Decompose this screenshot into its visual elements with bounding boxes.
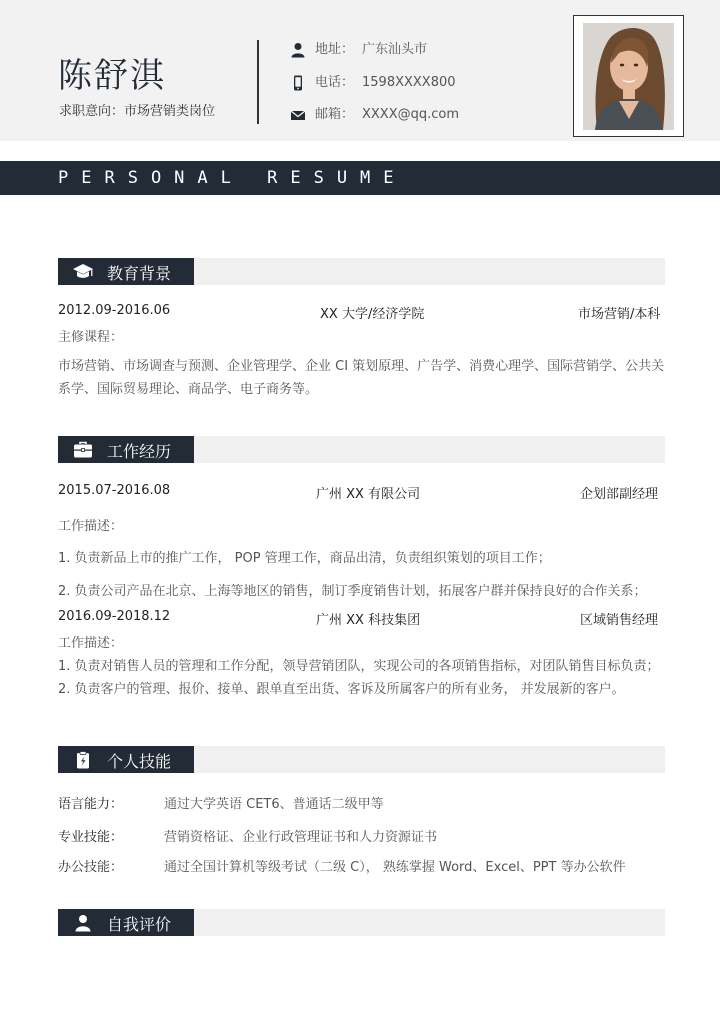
section-header-work [58,436,665,463]
title-banner [0,161,720,195]
job-period: 2015.07-2016.08 [58,483,171,498]
header-divider [257,40,259,124]
section-label [58,436,194,463]
skill-value: 营销资格证、企业行政管理证书和人力资源证书 [164,830,438,845]
job-position: 企划部副经理 [580,487,659,502]
skill-label: 语言能力： [58,797,124,812]
briefcase-icon [72,441,94,459]
skill-label: 办公技能： [58,860,124,875]
section-header-education [58,258,665,285]
contact-address [290,40,490,60]
education-school: XX 大学/经济学院 [320,307,425,322]
section-label [58,909,194,936]
contact-value: XXXX@qq.com [362,107,460,122]
job-company: 广州 XX 科技集团 [316,613,421,628]
section-title: 自我评价 [107,915,172,934]
contact-value: 广东汕头市 [362,42,428,57]
job-intent [59,100,215,119]
profile-photo-frame [573,15,684,137]
graduation-cap-icon [72,263,94,281]
section-title: 个人技能 [107,752,172,771]
job-desc-item: 2. 负责公司产品在北京、上海等地区的销售，制订季度销售计划，拓展客户群并保持良好的合作关系； [58,584,647,599]
job-period: 2016.09-2018.12 [58,609,171,624]
contact-email [290,105,490,125]
courses-text: 市场营销、市场调查与预测、企业管理学、企业 CI 策划原理、广告学、消费心理学、国际营销学、公共关系学、国际贸易理论、商品学、电子商务等。 [58,359,665,397]
section-header-self-evaluation [58,909,665,936]
contact-value: 1598XXXX800 [362,75,456,90]
job-desc-item: 1. 负责新品上市的推广工作， POP 管理工作，商品出清，负责组织策划的项目工作； [58,551,551,566]
education-period: 2012.09-2016.06 [58,303,171,318]
section-label [58,258,194,285]
contact-label: 地址： [315,42,355,57]
contact-label: 电话： [315,75,355,90]
job-desc-item: 2. 负责客户的管理、报价、接单、跟单直至出货、客诉及所属客户的所有业务， 并发展新的客户。 [58,682,625,697]
profile-photo [583,23,674,130]
skill-label: 专业技能： [58,830,124,845]
phone-icon [290,75,306,91]
contact-phone [290,73,490,93]
candidate-name: 陈舒淇 [58,56,166,96]
resume-header [0,0,720,141]
contact-label: 邮箱： [315,107,355,122]
education-major: 市场营销/本科 [578,307,661,322]
job-desc-label: 工作描述： [58,519,124,534]
skill-row-clipped [58,853,678,875]
section-title: 教育背景 [107,264,172,283]
skill-value: 通过大学英语 CET6、普通话二级甲等 [164,797,384,812]
job-desc-item: 1. 负责对销售人员的管理和工作分配，领导营销团队，实现公司的各项销售指标，对团队销售目标负责； [58,659,660,674]
job-company: 广州 XX 有限公司 [316,487,421,502]
job-desc-label: 工作描述： [58,636,124,651]
job-position: 区域销售经理 [580,613,659,628]
person-icon [72,914,94,932]
clipboard-icon [72,751,94,769]
job-intent-value: 市场营销类岗位 [124,104,216,119]
section-title: 工作经历 [107,442,172,461]
courses-label: 主修课程： [58,330,124,345]
skill-value: 通过全国计算机等级考试（二级 C）， 熟练掌握 Word、Excel、PPT 等办公软件 [164,860,626,875]
person-icon [290,42,306,58]
banner-title: PERSONAL RESUME [58,168,407,188]
section-header-skills [58,746,665,773]
section-label [58,746,194,773]
job-intent-label: 求职意向： [59,104,125,119]
mail-icon [290,107,306,123]
